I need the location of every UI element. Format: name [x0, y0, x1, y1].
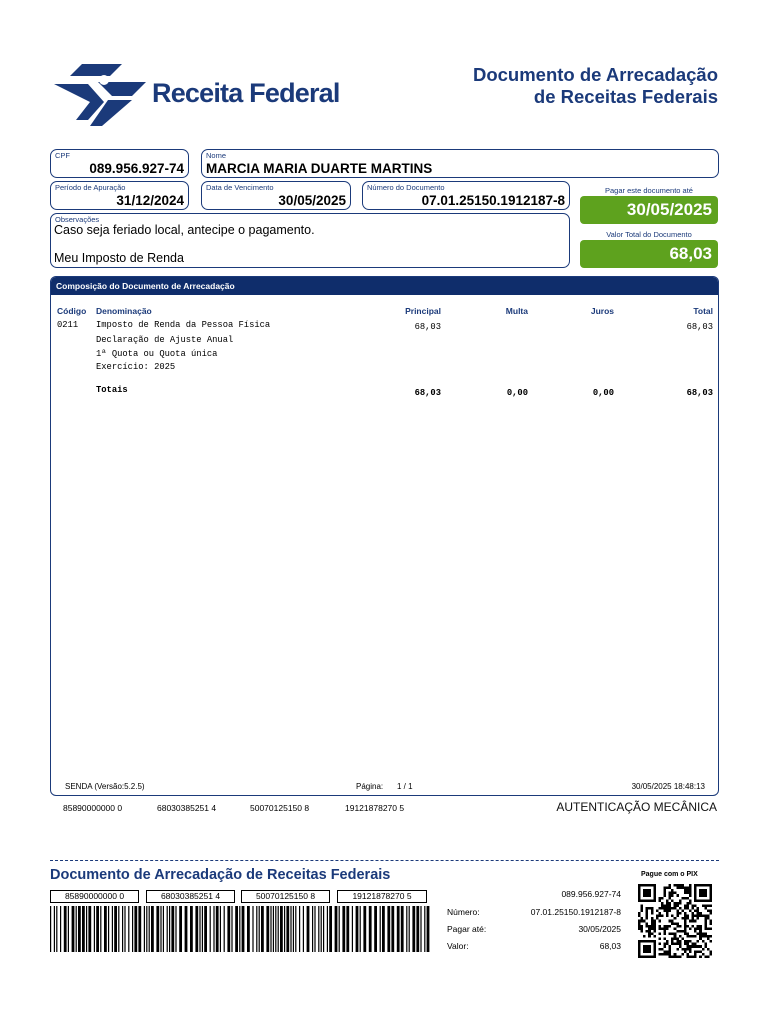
bottom-title: Documento de Arrecadação de Receitas Federais — [50, 867, 391, 883]
row-line-1: Imposto de Renda da Pessoa Física — [96, 320, 271, 330]
code-2: 68030385251 4 — [157, 803, 217, 813]
code-box-4: 19121878270 5 — [337, 890, 427, 903]
numero-box — [362, 181, 570, 210]
row-principal: 68,03 — [414, 322, 441, 332]
code-box-2: 68030385251 4 — [146, 890, 235, 903]
autenticacao-mecanica: AUTENTICAÇÃO MECÂNICA — [556, 800, 717, 814]
code-3: 50070125150 8 — [250, 803, 310, 813]
valor-total-label: Valor Total do Documento — [606, 230, 692, 239]
cpf-label: CPF — [55, 151, 70, 160]
header-multa: Multa — [505, 306, 528, 316]
bottom-numero-label: Número: — [447, 907, 480, 917]
totals-multa: 0,00 — [506, 388, 528, 398]
periodo-value: 31/12/2024 — [116, 193, 184, 208]
bottom-pagar-label: Pagar até: — [447, 924, 487, 934]
observacoes-box — [50, 213, 570, 268]
row-codigo: 0211 — [57, 320, 79, 330]
pix-label: Pague com o PIX — [641, 871, 698, 878]
composition-title: Composição do Documento de Arrecadação — [51, 277, 718, 295]
vencimento-label: Data de Vencimento — [206, 183, 274, 192]
nome-box — [201, 149, 719, 178]
receita-federal-logo-icon — [52, 62, 148, 126]
row-line-3: 1ª Quota ou Quota única — [96, 349, 218, 359]
cpf-value: 089.956.927-74 — [89, 161, 184, 176]
code-1: 85890000000 0 — [63, 803, 123, 813]
row-total: 68,03 — [686, 322, 713, 332]
pagina-label: Página: — [356, 782, 384, 791]
periodo-label: Período de Apuração — [55, 183, 126, 192]
title-line-2: de Receitas Federais — [533, 86, 718, 107]
header-total: Total — [693, 306, 713, 316]
cpf-box — [50, 149, 189, 178]
pagina-value: 1 / 1 — [397, 782, 413, 791]
observacoes-label: Observações — [55, 215, 100, 224]
code-box-1: 85890000000 0 — [50, 890, 139, 903]
senda-version: SENDA (Versão:5.2.5) — [65, 782, 145, 791]
row-line-2: Declaração de Ajuste Anual — [96, 335, 234, 345]
row-line-4: Exercício: 2025 — [96, 362, 176, 372]
header-codigo: Código — [57, 306, 87, 316]
code-4: 19121878270 5 — [345, 803, 405, 813]
totals-label: Totais — [96, 385, 128, 395]
barcode — [50, 906, 433, 952]
logo-text: Receita Federal — [152, 78, 340, 108]
totals-total: 68,03 — [686, 388, 713, 398]
bottom-pagar: 30/05/2025 — [578, 924, 621, 934]
nome-value: MARCIA MARIA DUARTE MARTINS — [206, 161, 433, 176]
code-box-3: 50070125150 8 — [241, 890, 330, 903]
document-title — [473, 64, 718, 108]
title-line-1: Documento de Arrecadação — [472, 64, 718, 85]
pix-qr-code-icon[interactable] — [638, 884, 712, 958]
header-principal: Principal — [405, 306, 441, 316]
vencimento-box — [201, 181, 351, 210]
pagar-label: Pagar este documento até — [605, 186, 693, 195]
totals-juros: 0,00 — [592, 388, 614, 398]
bottom-numero: 07.01.25150.1912187-8 — [530, 907, 621, 917]
timestamp: 30/05/2025 18:48:13 — [631, 782, 705, 791]
observacoes-line-2: Meu Imposto de Renda — [54, 251, 184, 265]
pagar-value: 30/05/2025 — [580, 196, 718, 224]
numero-value: 07.01.25150.1912187-8 — [421, 193, 565, 208]
numero-label: Número do Documento — [367, 183, 445, 192]
vencimento-value: 30/05/2025 — [278, 193, 346, 208]
nome-label: Nome — [206, 151, 227, 160]
totals-principal: 68,03 — [414, 388, 441, 398]
bottom-valor-label: Valor: — [447, 941, 469, 951]
bottom-cpf: 089.956.927-74 — [561, 889, 621, 899]
cut-line — [50, 860, 719, 861]
observacoes-line-1: Caso seja feriado local, antecipe o pagamento. — [54, 223, 315, 237]
periodo-box — [50, 181, 189, 210]
header-juros: Juros — [590, 306, 614, 316]
header-denominacao: Denominação — [96, 306, 152, 316]
valor-total-value: 68,03 — [580, 240, 718, 268]
bottom-valor: 68,03 — [599, 941, 621, 951]
